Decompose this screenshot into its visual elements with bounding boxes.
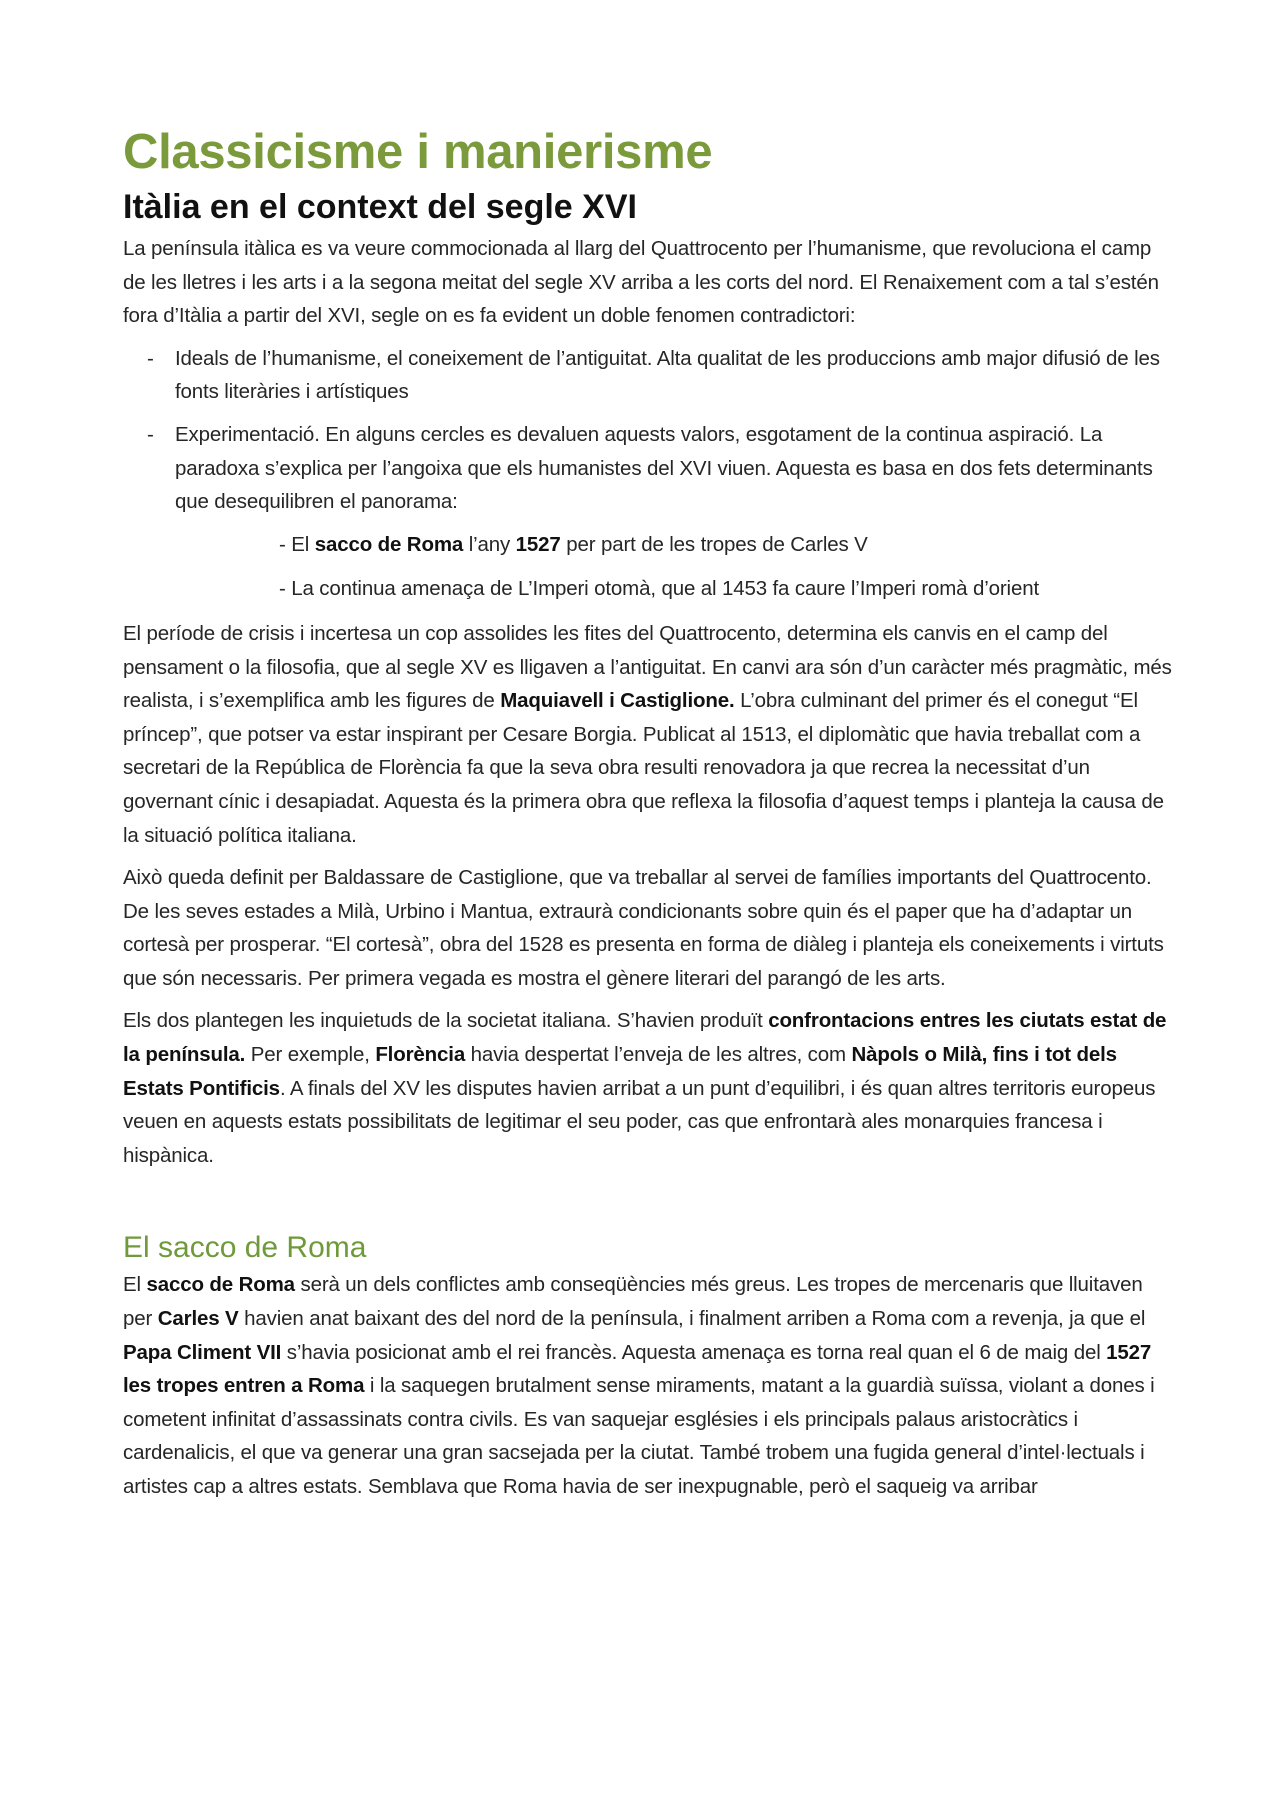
- bold-papa-climent: Papa Climent VII: [123, 1340, 282, 1364]
- bold-sacco-de-roma: sacco de Roma: [146, 1273, 295, 1297]
- fact-imperi-otoma: - La continua amenaça de L’Imperi otomà, que al 1453 fa caure l’Imperi romà d’orient: [279, 577, 1040, 601]
- bold-carles-v: Carles V: [157, 1307, 239, 1331]
- dash-bullet: -: [147, 346, 154, 370]
- fact-sacco-de-roma: - El sacco de Roma l’any 1527 per part de les tropes de Carles V: [279, 532, 868, 556]
- paragraph-maquiavell: El període de crisis i incertesa un cop assolides les fites del Quattrocento, determina els canvis en el camp del pensament o la filosofia, que al segle XV es lligaven a l’antiguitat. En canvi ara són d’un caràcter més pragmàtic, més realista, i s’exemplifica amb les figures de Maquiavell i Castiglione. L’obra culminant del primer és el conegut “El príncep”, que potser va estar inspirant per Cesare Borgia. Publicat al 1513, el diplomàtic que havia treballat com a secretari de la República de Florència fa que la seva obra resulti renovadora ja que recrea la necessitat d’un governant cínic i desapiadat. Aquesta és la primera obra que reflexa la filosofia d’aquest temps i planteja la causa de la situació política italiana.: [123, 621, 1172, 847]
- bold-sacco-de-roma: sacco de Roma: [314, 532, 464, 556]
- document-title: Classicisme i manierisme: [123, 125, 713, 179]
- paragraph-castiglione: Això queda definit per Baldassare de Castiglione, que va treballar al servei de famílies importants del Quattrocento. De les seves estades a Milà, Urbino i Mantua, extraurà condicionants sobre quin és el paper que ha d’adaptar un cortesà per prosperar. “El cortesà”, obra del 1528 es presenta en forma de diàleg i planteja els coneixements i virtuts que són necessaris. Per primera vegada es mostra el gènere literari del parangó de les arts.: [123, 866, 1164, 990]
- bold-year-1527: 1527: [515, 532, 561, 556]
- bold-napols-mila: Nàpols o Milà, fins i tot dels Estats Pontificis: [123, 1043, 1117, 1100]
- paragraph-sacco: El sacco de Roma serà un dels conflictes amb conseqüències més greus. Les tropes de mercenaris que lluitaven per Carles V havien anat baixant des del nord de la península, i finalment arriben a Roma com a revenja, ja que el Papa Climent VII s’havia posicionat amb el rei francès. Aquesta amenaça es torna real quan el 6 de maig del 1527 les tropes entren a Roma i la saquegen brutalment sense miraments, matant a la guardià suïssa, violant a dones i cometent infinitat d’assassinats contra civils. Es van saquejar esglésies i els principals palaus aristocràtics i cardenalicis, el que va generar una gran sacsejada per la ciutat. També trobem una fugida general d’intel·lectuals i artistes cap a altres estats. Semblava que Roma havia de ser inexpugnable, però el saqueig va arribar: [123, 1273, 1155, 1498]
- determining-facts: [123, 528, 1173, 606]
- bold-maquiavell-castiglione: Maquiavell i Castiglione.: [500, 689, 735, 713]
- bold-florencia: Florència: [375, 1043, 466, 1067]
- paragraph-ciutats-estat: Els dos plantegen les inquietuds de la societat italiana. S’havien produït confrontacions entres les ciutats estat de la península. Per exemple, Florència havia despertat l’enveja de les altres, com Nàpols o Milà, fins i tot dels Estats Pontificis. A finals del XV les disputes havien arribat a un punt d’equilibri, i és quan altres territoris europeus veuen en aquests estats possibilitats de legitimar el seu poder, cas que enfrontarà ales monarquies francesa i hispànica.: [123, 1009, 1167, 1167]
- bold-confrontacions: confrontacions entres les ciutats estat de la península.: [123, 1009, 1167, 1067]
- list-item: [123, 342, 1173, 409]
- phenomena-list: [123, 342, 1173, 519]
- intro-paragraph: La península itàlica es va veure commocionada al llarg del Quattrocento per l’humanisme, que revoluciona el camp de les lletres i les arts i a la segona meitat del segle XV arriba a les corts del nord. El Renaixement com a tal s’estén fora d’Itàlia a partir del XVI, segle on es fa evident un doble fenomen contradictori:: [123, 237, 1159, 328]
- list-item-text: Ideals de l’humanisme, el coneixement de l’antiguitat. Alta qualitat de les produccions amb major difusió de les fonts literàries i artístiques: [175, 346, 1160, 404]
- bold-tropes-roma: 1527 les tropes entren a Roma: [123, 1340, 1152, 1398]
- list-item-text: Experimentació. En alguns cercles es devaluen aquests valors, esgotament de la continua aspiració. La paradoxa s’explica per l’angoixa que els humanistes del XVI viuen. Aquesta es basa en dos fets determinants que desequilibren el panorama:: [175, 422, 1153, 514]
- document-content: [123, 122, 1173, 1513]
- list-item: [123, 418, 1173, 519]
- section-heading-sacco: El sacco de Roma: [123, 1231, 367, 1265]
- section-heading-italia: Itàlia en el context del segle XVI: [123, 188, 637, 226]
- dash-bullet: -: [147, 422, 154, 446]
